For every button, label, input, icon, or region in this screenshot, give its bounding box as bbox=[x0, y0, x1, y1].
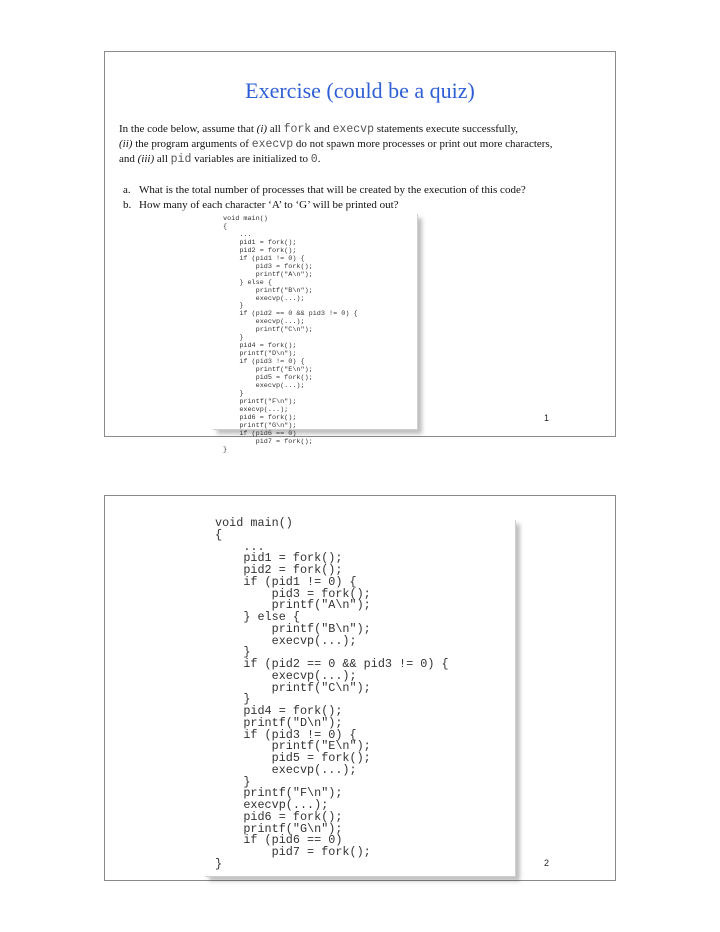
page-number: 1 bbox=[543, 413, 549, 423]
slide-1 bbox=[104, 51, 616, 454]
question-item: a. What is the total number of processes that will be created by the execution of this code? bbox=[123, 184, 526, 196]
slide-2 bbox=[104, 495, 616, 881]
slide-title: Exercise (could be a quiz) bbox=[245, 78, 475, 103]
question-list bbox=[123, 183, 613, 213]
code-listing: void main() { ... pid1 = fork(); pid2 = fork(); if (pid1 != 0) { pid3 = fork(); printf("A\n"); } else { printf("B\n"); execvp(...); } if (pid2 == 0 && pid3 != 0) { execvp(...); printf("C\n"); } pid4 = fork(); printf("D\n"); if (pid3 != 0) { printf("E\n"); pid5 = fork(); execvp(...); } printf("F\n"); execvp(...); pid6 = fork(); printf("G\n"); if (pid6 == 0) pid7 = fork(); } bbox=[223, 215, 358, 454]
question-item: b. How many of each character ‘A’ to ‘G’ will be printed out? bbox=[123, 199, 399, 211]
code-listing: void main() { ... pid1 = fork(); pid2 = fork(); if (pid1 != 0) { pid3 = fork(); printf("A\n"); } else { printf("B\n"); execvp(...); } if (pid2 == 0 && pid3 != 0) { execvp(...); printf("C\n"); } pid4 = fork(); printf("D\n"); if (pid3 != 0) { printf("E\n"); pid5 = fork(); execvp(...); } printf("F\n"); execvp(...); pid6 = fork(); printf("G\n"); if (pid6 == 0) pid7 = fork(); } bbox=[215, 516, 449, 871]
page-number: 2 bbox=[543, 858, 549, 868]
exercise-intro: In the code below, assume that (i) all fork and execvp statements execute successfully, (ii) the program arguments of execvp do not spawn more processes or print out more characters, and (iii) all pid variables are initialized to 0. bbox=[119, 123, 553, 166]
